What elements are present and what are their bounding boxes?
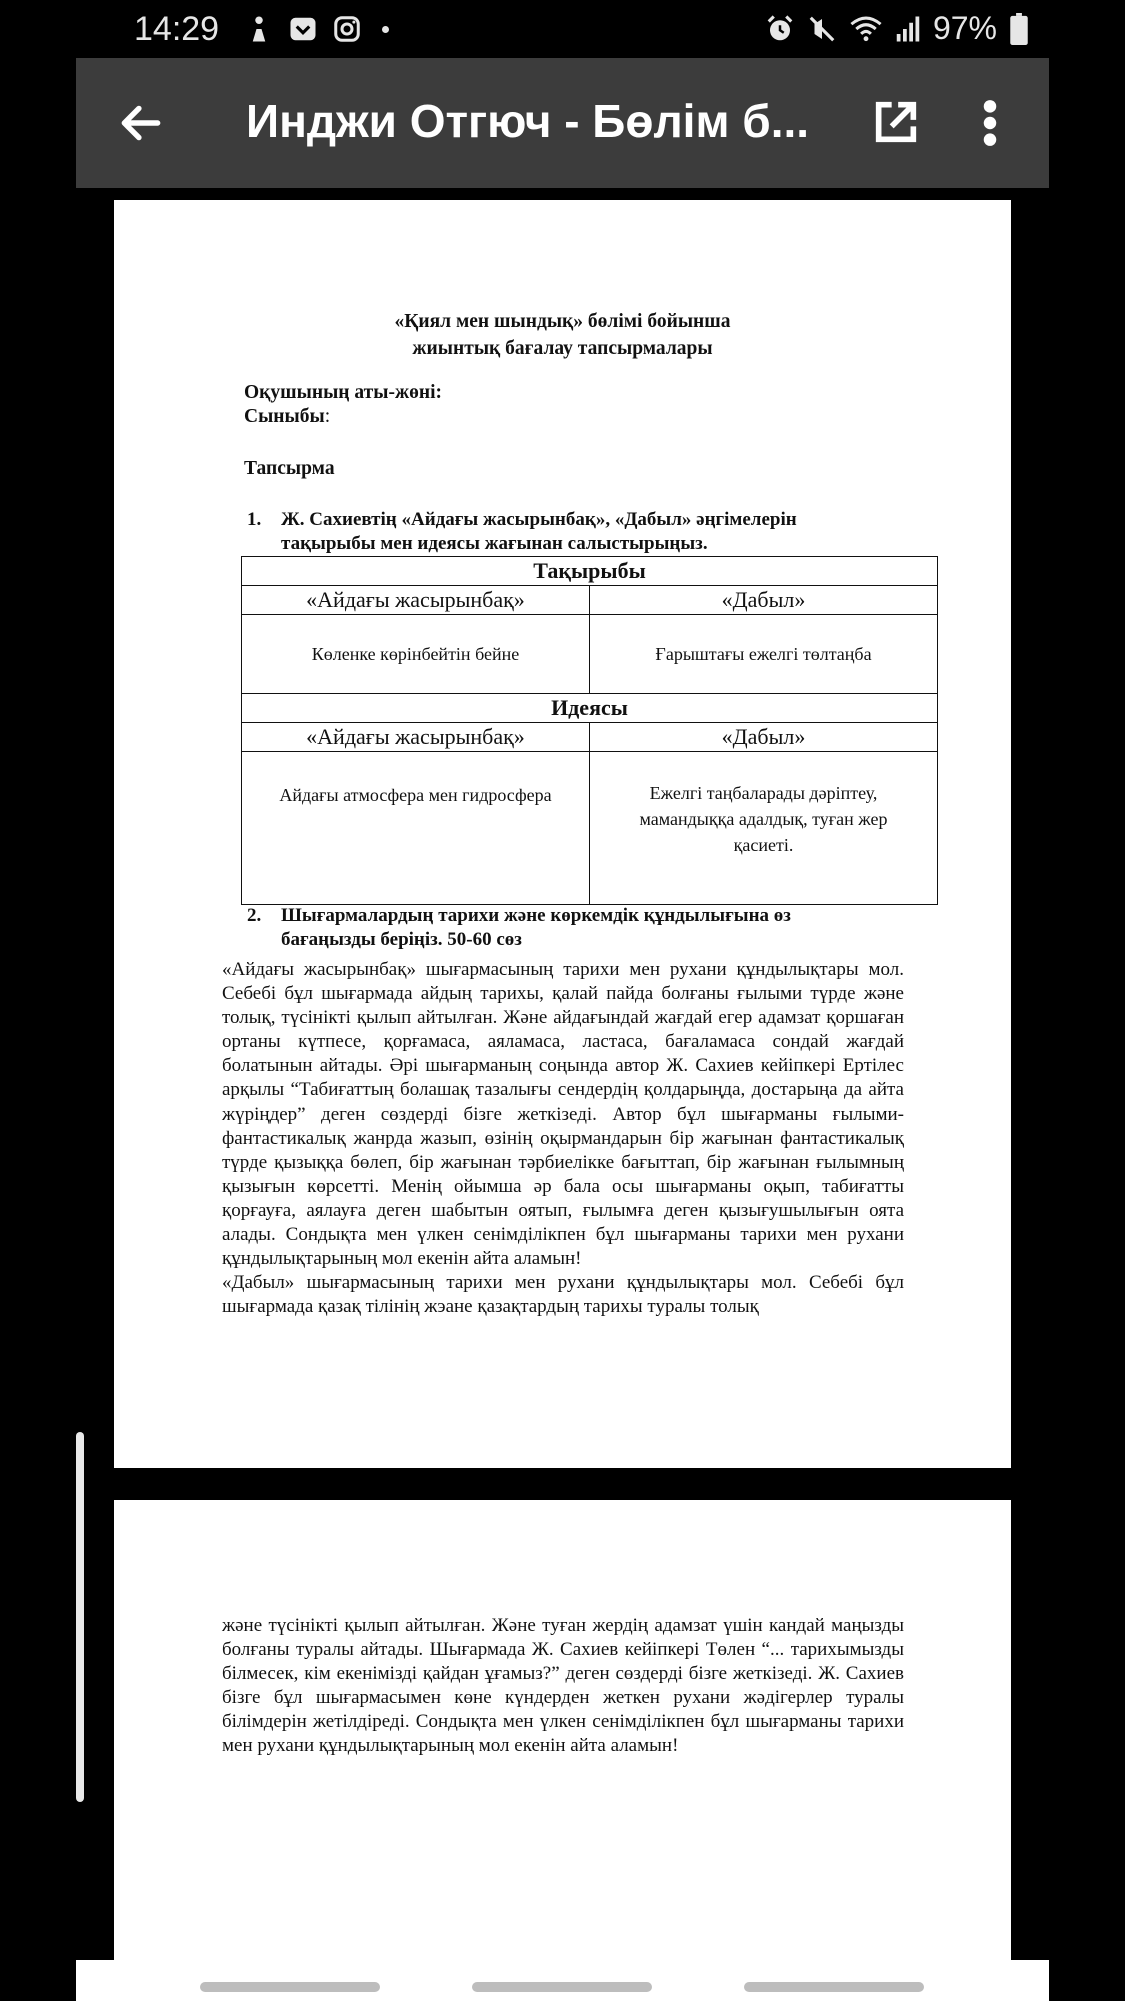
table-row <box>242 557 938 586</box>
column-header-2: «Дабыл» <box>590 723 938 752</box>
idea-cell-1: Айдағы атмосфера мен гидросфера <box>242 752 590 905</box>
signal-icon <box>895 14 921 44</box>
nav-pill[interactable] <box>472 1982 652 1992</box>
column-header-2: «Дабыл» <box>590 586 938 615</box>
document-page-1 <box>114 200 1011 1468</box>
topic-cell-2: Ғарыштағы ежелгі төлтаңба <box>590 615 938 694</box>
nav-pill[interactable] <box>200 1982 380 1992</box>
system-icons <box>765 10 1029 47</box>
paragraph-2: «Дабыл» шығармасының тарихи мен рухани құндылықтары мол. Себебі бұл шығармада қазақ тілінің жэане қазақтардың тарихы туралы толық <box>222 1272 904 1318</box>
column-header-1: «Айдағы жасырынбақ» <box>242 586 590 615</box>
header-line-1: «Қиял мен шындық» бөлімі бойынша <box>394 311 731 332</box>
more-options-icon[interactable] <box>980 98 1000 148</box>
table-row <box>242 752 938 905</box>
column-header-1: «Айдағы жасырынбақ» <box>242 723 590 752</box>
topic-cell-1: Көленке көрінбейтін бейне <box>242 615 590 694</box>
answer-text <box>222 958 904 1319</box>
task-1-number: 1. <box>247 509 262 530</box>
page-navigation-bar <box>76 1960 1049 2001</box>
table-row <box>242 615 938 694</box>
app-bar <box>76 58 1049 188</box>
mute-icon <box>807 14 837 44</box>
task-label: Тапсырма <box>244 458 335 479</box>
open-in-new-icon[interactable] <box>870 96 922 148</box>
table-row <box>242 694 938 723</box>
answer-text-continued <box>222 1614 904 1759</box>
alarm-icon <box>765 14 795 44</box>
table-row <box>242 586 938 615</box>
figure-icon <box>244 14 274 44</box>
page-header <box>114 308 1011 362</box>
topic-header: Тақырыбы <box>242 557 938 586</box>
status-time: 14:29 <box>134 10 220 48</box>
back-arrow-icon[interactable] <box>116 98 166 148</box>
pocket-icon <box>288 14 318 44</box>
table-row <box>242 723 938 752</box>
class-label: Сыныбы: <box>244 406 331 427</box>
document-page-2 <box>114 1500 1011 2001</box>
wifi-icon <box>849 14 883 44</box>
phone-frame <box>76 0 1049 2001</box>
task-1-text: Ж. Сахиевтің «Айдағы жасырынбақ», «Дабыл» әңгімелерін тақырыбы мен идеясы жағынан салыстырыңыз. <box>281 509 797 554</box>
paragraph-2-continued: және түсінікті қылып айтылған. Және туған жердің адамзат үшін кандай маңызды болғаны туралы айтады. Шығармада Ж. Сахиев кейіпкері Төлен “... тарихымызды білмесек, кім екенімізді қайдан ұғамыз?” деген сөздерді бізге жеткізеді. Ж. Сахиев бізге бұл шығармасымен көне күндерден жеткен рухани жәдігерлер туралы білімдерін жетілдіреді. Сондықта мен үлкен сенімділікпен бұл шығарманы тарихи мен рухани құндылықтарының мол екенін айта аламын! <box>222 1615 904 1757</box>
notification-icons <box>244 14 389 44</box>
comparison-table <box>241 556 938 905</box>
idea-header: Идеясы <box>242 694 938 723</box>
student-name-label: Оқушының аты-жөні: <box>244 382 442 403</box>
status-bar <box>76 0 1049 58</box>
paragraph-1: «Айдағы жасырынбақ» шығармасының тарихи мен рухани құндылықтары мол. Себебі бұл шығармада айдың тарихы, қалай пайда болғаны ғылыми түрде және толық, түсінікті қылып айтылған. Және айдағындай жағдай егер адамзат қоршаған ортаны күтпесе, қорғамаса, аяламаса, ластаса, бағаламаса сондай жағдай болатынын айтады. Әрі шығарманың соңында автор Ж. Сахиев кейіпкері Ертілес арқылы “Табиғаттың болашақ тазалығы сендердің қолдарыңда, достарыңа да айта жүріңдер” деген сөздерді бізге жеткізеді. Автор бұл шығарманы ғылыми-фантастикалық жанрда жазып, өзінің оқырмандарын бір жағынан фантастикалық түрде қызыққа бөлеп, бір жағынан тәрбиелікке бағыттап, бір жағынан ғылымның қызығын көрсетті. Менің ойымша әр бала осы шығарманы оқып, табиғатты қорғауға, аялауға деген шабытын оятып, ғылымға деген қызығушылығын оята алады. Сондықта мен үлкен сенімділікпен бұл шығарманы тарихи мен рухани құндылықтарының мол екенін айта аламын! <box>222 959 904 1270</box>
battery-icon <box>1009 13 1029 45</box>
header-line-2: жиынтық бағалау тапсырмалары <box>412 338 713 359</box>
document-title: Инджи Отгюч - Бөлім б... <box>246 95 810 147</box>
nav-pill[interactable] <box>744 1982 924 1992</box>
instagram-icon <box>332 14 362 44</box>
scroll-handle[interactable] <box>76 1432 84 1802</box>
task-2-number: 2. <box>247 905 262 926</box>
task-2-text: Шығармалардың тарихи және көркемдік құндылығына өз бағаңызды беріңіз. 50-60 сөз <box>281 905 791 950</box>
dot-icon <box>382 26 389 33</box>
idea-cell-2: Ежелгі таңбаларады дәріптеу, мамандыққа адалдық, туған жер қасиеті. <box>590 752 938 905</box>
battery-percent: 97% <box>932 10 997 46</box>
